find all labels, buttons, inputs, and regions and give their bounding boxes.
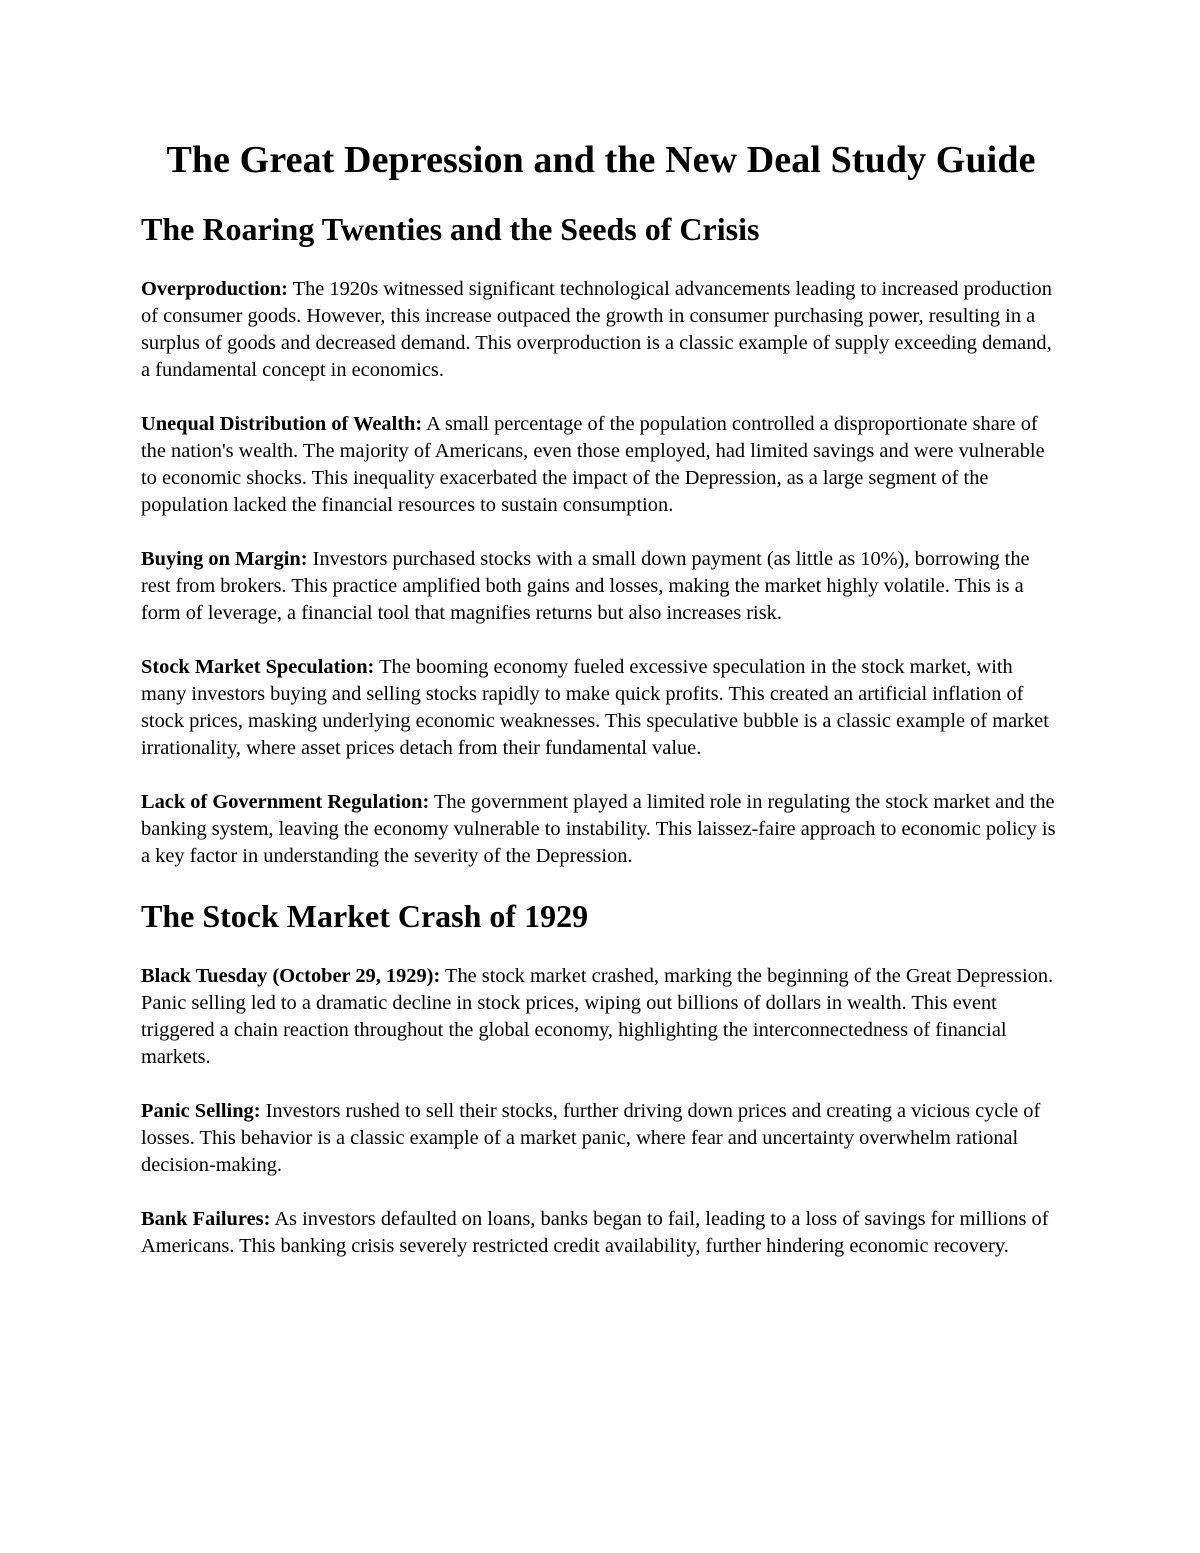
paragraph-black-tuesday <box>141 963 1061 1071</box>
paragraph-text: The government played a limited role in regulating the stock market and the banking system, leaving the economy vulnerable to instability. This laissez-faire approach to economic policy is a key factor in understanding the severity of the Depression. <box>141 790 1056 867</box>
paragraph-buying-on-margin <box>141 546 1061 627</box>
paragraph-stock-speculation <box>141 654 1061 762</box>
paragraph-government-regulation <box>141 789 1061 870</box>
paragraph-unequal-distribution <box>141 411 1061 519</box>
paragraph-text: The booming economy fueled excessive speculation in the stock market, with many investors buying and selling stocks rapidly to make quick profits. This created an artificial inflation of stock prices, masking underlying economic weaknesses. This speculative bubble is a classic example of market irrationality, where asset prices detach from their fundamental value. <box>141 655 1049 759</box>
term-label: Bank Failures: <box>141 1208 271 1231</box>
paragraph-text: Investors rushed to sell their stocks, further driving down prices and creating a vicious cycle of losses. This behavior is a classic example of a market panic, where fear and uncertainty overwhelm rational decision-making. <box>141 1100 1041 1177</box>
paragraph-text: The stock market crashed, marking the beginning of the Great Depression. Panic selling led to a dramatic decline in stock prices, wiping out billions of dollars in wealth. This event triggered a chain reaction throughout the global economy, highlighting the interconnectedness of financial markets. <box>141 965 1054 1069</box>
paragraph-text: Investors purchased stocks with a small down payment (as little as 10%), borrowing the rest from brokers. This practice amplified both gains and losses, making the market highly volatile. This is a form of leverage, a financial tool that magnifies returns but also increases risk. <box>141 547 1030 624</box>
paragraph-text: The 1920s witnessed significant technological advancements leading to increased production of consumer goods. However, this increase outpaced the growth in consumer purchasing power, resulting in a surplus of goods and decreased demand. This overproduction is a classic example of supply exceeding demand, a fundamental concept in economics. <box>141 277 1052 381</box>
section-heading-roaring-twenties: The Roaring Twenties and the Seeds of Crisis <box>141 210 760 247</box>
term-label: Unequal Distribution of Wealth: <box>141 412 423 435</box>
paragraph-text: A small percentage of the population controlled a disproportionate share of the nation's wealth. The majority of Americans, even those employed, had limited savings and were vulnerable to economic shocks. This inequality exacerbated the impact of the Depression, as a large segment of the population lacked the financial resources to sustain consumption. <box>141 412 1045 516</box>
term-label: Buying on Margin: <box>141 547 308 570</box>
term-label: Panic Selling: <box>141 1100 261 1123</box>
paragraph-bank-failures <box>141 1206 1061 1260</box>
section-heading-stock-market-crash: The Stock Market Crash of 1929 <box>141 897 589 934</box>
paragraph-panic-selling <box>141 1098 1061 1179</box>
term-label: Overproduction: <box>141 277 288 300</box>
paragraph-overproduction <box>141 276 1061 384</box>
document-page <box>141 138 1061 1287</box>
term-label: Black Tuesday (October 29, 1929): <box>141 965 441 988</box>
term-label: Lack of Government Regulation: <box>141 790 430 813</box>
term-label: Stock Market Speculation: <box>141 655 375 678</box>
paragraph-text: As investors defaulted on loans, banks began to fail, leading to a loss of savings for millions of Americans. This banking crisis severely restricted credit availability, further hindering economic recovery. <box>141 1208 1049 1258</box>
document-title: The Great Depression and the New Deal Study Guide <box>166 139 1036 181</box>
